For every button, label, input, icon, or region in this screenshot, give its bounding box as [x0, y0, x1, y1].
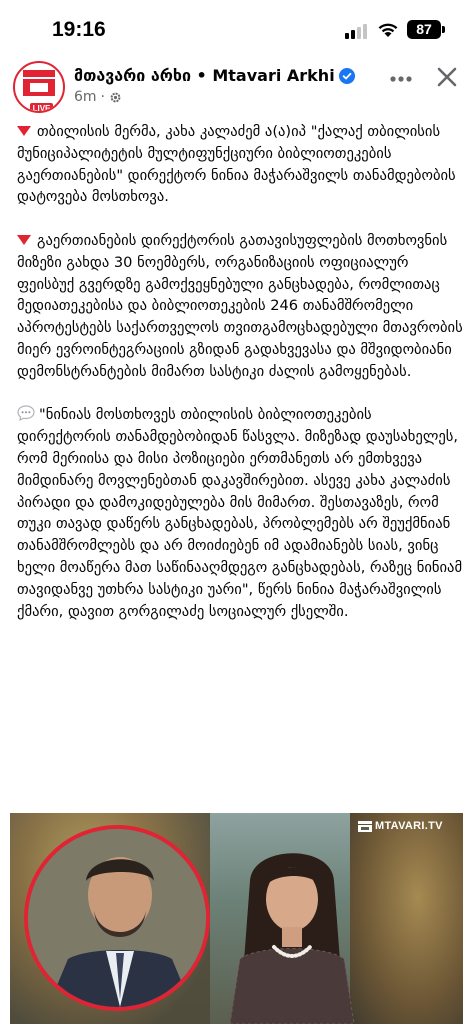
red-triangle-icon [17, 126, 31, 136]
paragraph-2-text: გაერთიანების დირექტორის გათავისუფლების მოთხოვნის მიზეზი გახდა 30 ნოემბერს, ორგანიზაციის ოფიციალურ ფეისბუქ გვერდზე გამოქვეყნებული განცხადება, რომლითაც მედიათეკებისა და ბიბლიოთეკების 246 თანამშრომელი აპროტესტებს საქართველოს თვითგამოცხადებული მთავრობის მიერ ევროინტეგრაციის გზიდან გადახვევასა და მშვიდობიანი დემონსტრანტების მიმართ სასტიკი ძალის გამოყენებას. [17, 231, 463, 380]
post-paragraph-3 [17, 404, 463, 622]
post-image[interactable] [10, 813, 463, 1024]
post-meta [74, 89, 122, 105]
battery-icon: 87 [407, 20, 441, 39]
page-avatar[interactable] [13, 61, 65, 113]
page-name[interactable] [74, 66, 355, 85]
verified-badge-icon [339, 68, 355, 84]
watermark-logo-icon [358, 821, 372, 832]
post-paragraph-2 [17, 230, 463, 383]
meta-separator: · [100, 89, 105, 105]
background-trees-right [350, 813, 463, 1024]
battery-tip [442, 26, 445, 33]
live-badge: LIVE [30, 103, 53, 113]
status-time: 19:16 [52, 18, 106, 41]
inset-portrait-circle [24, 825, 210, 1011]
wifi-icon [377, 21, 399, 38]
speech-bubble-icon [17, 405, 35, 421]
page-name-text[interactable]: მთავარი არხი • Mtavari Arkhi [74, 66, 335, 85]
watermark-text: MTAVARI.TV [375, 820, 443, 832]
post-time[interactable]: 6m [74, 89, 97, 105]
signal-icon [345, 23, 369, 39]
watermark [358, 820, 443, 832]
status-bar [0, 0, 473, 58]
mtavari-logo-icon [23, 70, 55, 96]
post-paragraph-1 [17, 121, 463, 208]
paragraph-3-text: "ნინიას მოსთხოვეს თბილისის ბიბლიოთეკების დირექტორის თანამდებობიდან წასვლა. მიზეზად დაუსახელეს, რომ მერიისა და მისი პოზიციები ერთმანეთს არ ემთხვევა მიმდინარე მოვლენებთან დაკავშირებით. ასევე კახა კალაძის პირადი და დამოკიდებულება მის მიმართ. შესთავაზეს, რომ თუკი თავად დაწერს განცხადებას, პრობლემებს არ შეუქმნიან თანამშრომლებს და არ მოიძიებენ იმ ადამიანებს სიას, ვინც ხელი მოაწერა მათ საწინააღმდეგო განცხადებას, რაზეც ნინიამ თავიდანვე უთხრა სასტიკი უარი", წერს ნინია მაჭარაშვილის ქმარი, დავით გორგილაძე სოციალურ ქსელში. [17, 406, 463, 620]
close-icon[interactable] [430, 60, 464, 94]
more-options-icon[interactable] [384, 64, 418, 94]
paragraph-1-text: თბილისის მერმა, კახა კალაძემ ა(ა)იპ "ქალაქ თბილისის მუნიციპალიტეტის მულტიფუნქციური ბიბლიოთეკების გაერთიანების" დირექტორ ნინია მაჭარაშვილს თანამდებობის დატოვება მოსთხოვა. [17, 123, 456, 206]
globe-settings-icon[interactable] [109, 91, 122, 104]
post-text [17, 121, 463, 644]
post-header [0, 58, 473, 122]
man-portrait-image [28, 829, 206, 1007]
red-triangle-icon [17, 235, 31, 245]
woman-portrait-image [222, 841, 362, 1024]
